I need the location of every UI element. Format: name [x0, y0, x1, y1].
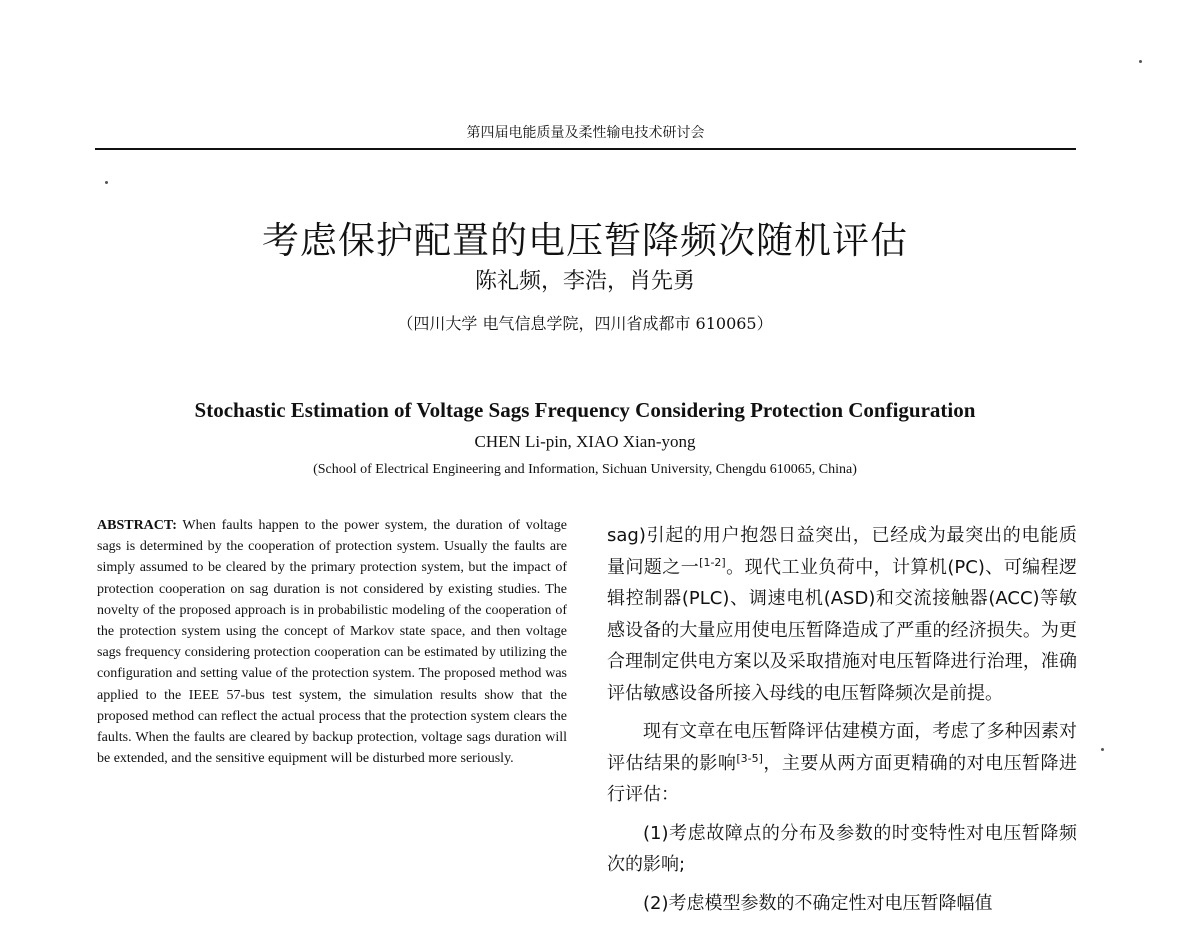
header-rule	[95, 148, 1076, 150]
abstract-label: ABSTRACT:	[97, 518, 177, 533]
citation: [1-2]	[699, 555, 726, 569]
body-column-right	[607, 520, 1077, 952]
body-text: ，主要从两方面更精确的对电压暂降进行评估：	[607, 752, 1077, 805]
scan-speck	[1101, 748, 1104, 751]
authors-en: CHEN Li-pin, XIAO Xian-yong	[474, 432, 696, 451]
list-item: (1)考虑故障点的分布及参数的时变特性对电压暂降频次的影响;	[607, 822, 1077, 875]
body-paragraph	[607, 520, 1077, 709]
body-text: sag)引起的用户抱怨日益突出，已经成为最突出的电能质量问题之一	[607, 525, 1077, 578]
abstract-text: When faults happen to the power system, the duration of voltage sags is determined by the cooperation of protection system. Usually the faults are simply assumed to be cleared by the primary protection system, but the impact of protection cooperation on sag duration is not considered by existing studies. The novelty of the proposed approach is in probabilistic modeling of the cooperation of the protection system using the concept of Markov state space, and then voltage sags frequency considering protection cooperation can be estimated by utilizing the configuration and setting value of the protection system. The proposed method was applied to the IEEE 57-bus test system, the simulation results show that the proposed method can reflect the actual process that the protection system clears the faults. When the faults are cleared by backup protection, voltage sags duration will be extended, and the sensitive equipment will be disturbed more seriously.	[97, 518, 567, 767]
affiliation-cn: （四川大学 电气信息学院，四川省成都市 610065）	[397, 314, 773, 333]
authors-cn: 陈礼频，李浩，肖先勇	[474, 269, 695, 294]
citation: [3-5]	[736, 751, 763, 765]
running-head: 第四届电能质量及柔性输电技术研讨会	[466, 125, 705, 141]
scan-speck	[105, 181, 108, 184]
affiliation-en: (School of Electrical Engineering and Information, Sichuan University, Chengdu 610065, China)	[313, 462, 857, 477]
abstract	[97, 515, 567, 769]
paper-title-en: Stochastic Estimation of Voltage Sags Frequency Considering Protection Configuration	[194, 398, 976, 422]
paper-title-cn: 考虑保护配置的电压暂降频次随机评估	[262, 218, 908, 262]
scan-speck	[1139, 60, 1142, 63]
body-paragraph	[607, 716, 1077, 811]
body-text: 现有文章在电压暂降评估建模方面，考虑了多种因素对评估结果的影响	[607, 721, 1077, 774]
body-text: 。现代工业负荷中，计算机(PC)、可编程逻辑控制器(PLC)、调速电机(ASD)和交流接触器(ACC)等敏感设备的大量应用使电压暂降造成了严重的经济损失。为更合理制定供电方案以及采取措施对电压暂降进行治理，准确评估敏感设备所接入母线的电压暂降频次是前提。	[607, 556, 1077, 704]
list-item: (2)考虑模型参数的不确定性对电压暂降幅值	[643, 892, 993, 914]
